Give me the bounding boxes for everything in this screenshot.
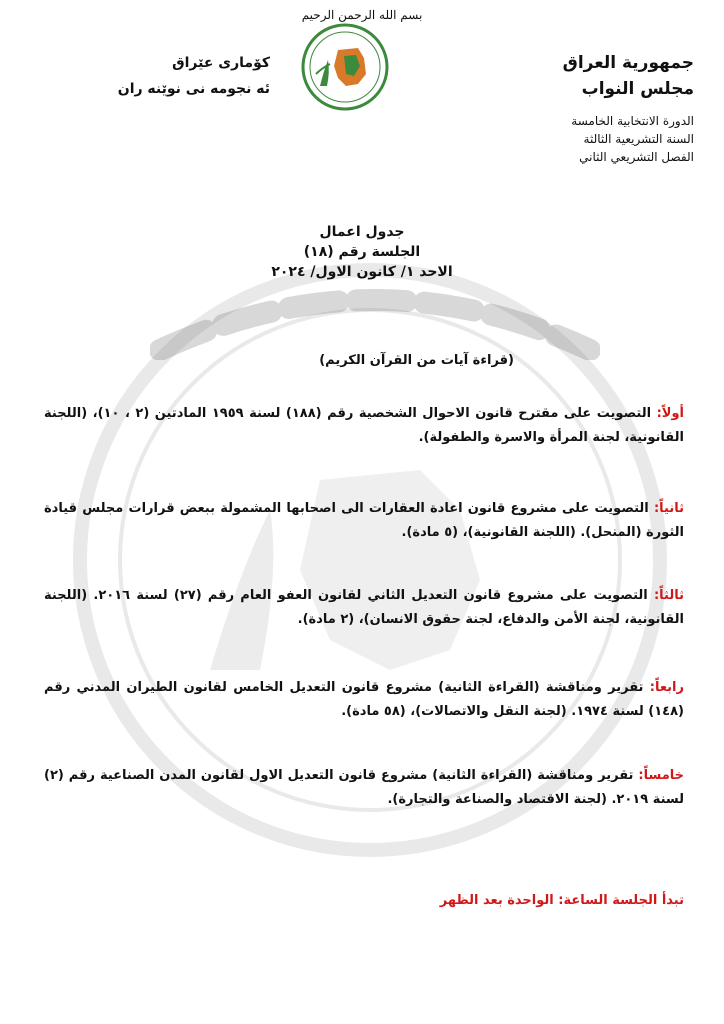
- agenda-item-text: التصويت على مشروع قانون التعديل الثاني لقانون العفو العام رقم (٢٧) لسنة ٢٠١٦. (اللجنة القانونية، لجنة الأمن والدفاع، لجنة حقوق الانسان)، (٢ مادة).: [44, 588, 684, 627]
- country-name-kurdish: كۆماری عێراق: [172, 55, 270, 71]
- agenda-item-label: ثالثاً:: [653, 588, 684, 603]
- session-info-line: السنة التشريعية الثالثة: [583, 132, 694, 146]
- agenda-item: [44, 497, 684, 545]
- header-left: [80, 50, 270, 102]
- agenda-title: [0, 222, 724, 282]
- basmala: بسم الله الرحمن الرحيم: [301, 8, 423, 22]
- session-start-time: تبدأ الجلسة الساعة: الواحدة بعد الظهر: [439, 893, 684, 908]
- agenda-item-text: تقرير ومناقشة (القراءة الثانية) مشروع قانون التعديل الاول لقانون المدن الصناعية رقم (٢) لسنة ٢٠١٩. (لجنة الاقتصاد والصناعة والتجارة).: [44, 768, 684, 807]
- session-info: [454, 112, 694, 166]
- agenda-item: [44, 676, 684, 724]
- header-right: [454, 50, 694, 166]
- agenda-heading: جدول اعمال: [319, 224, 405, 240]
- session-number: الجلسة رقم (١٨): [303, 244, 421, 260]
- agenda-item-text: التصويت على مقترح قانون الاحوال الشخصية رقم (١٨٨) لسنة ١٩٥٩ المادتين (٢ ، ١٠)، (اللجنة القانونية، لجنة المرأة والاسرة والطفولة).: [44, 406, 684, 445]
- agenda-item: [44, 402, 684, 450]
- agenda-item-label: رابعاً:: [649, 680, 684, 695]
- watermark-arc-text: [150, 270, 600, 360]
- country-name: جمهورية العراق: [562, 53, 694, 73]
- parliament-emblem-icon: [300, 22, 390, 112]
- session-info-line: الدورة الانتخابية الخامسة: [571, 114, 694, 128]
- council-name-kurdish: ئه نجومه نی نوێنه ران: [117, 81, 270, 97]
- agenda-item: [44, 584, 684, 632]
- session-date: الاحد ١/ كانون الاول/ ٢٠٢٤: [271, 264, 453, 280]
- session-info-line: الفصل التشريعي الثاني: [579, 150, 694, 164]
- agenda-item-text: تقرير ومناقشة (القراءة الثانية) مشروع قانون التعديل الخامس لقانون الطيران المدني رقم (١٤٨) لسنة ١٩٧٤. (لجنة النقل والاتصالات)، (٥٨ مادة).: [44, 680, 684, 719]
- agenda-item-label: ثانياً:: [653, 501, 684, 516]
- agenda-item-text: التصويت على مشروع قانون اعادة العقارات الى اصحابها المشمولة ببعض قرارات مجلس قيادة الثورة (المنحل). (اللجنة القانونية)، (٥ مادة).: [44, 501, 684, 540]
- opening-line: (قراءة آيات من القرآن الكريم): [319, 353, 514, 368]
- agenda-item-label: خامساً:: [638, 768, 684, 783]
- agenda-item: [44, 764, 684, 812]
- agenda-item-label: أولاً:: [656, 406, 684, 421]
- council-name: مجلس النواب: [581, 79, 694, 99]
